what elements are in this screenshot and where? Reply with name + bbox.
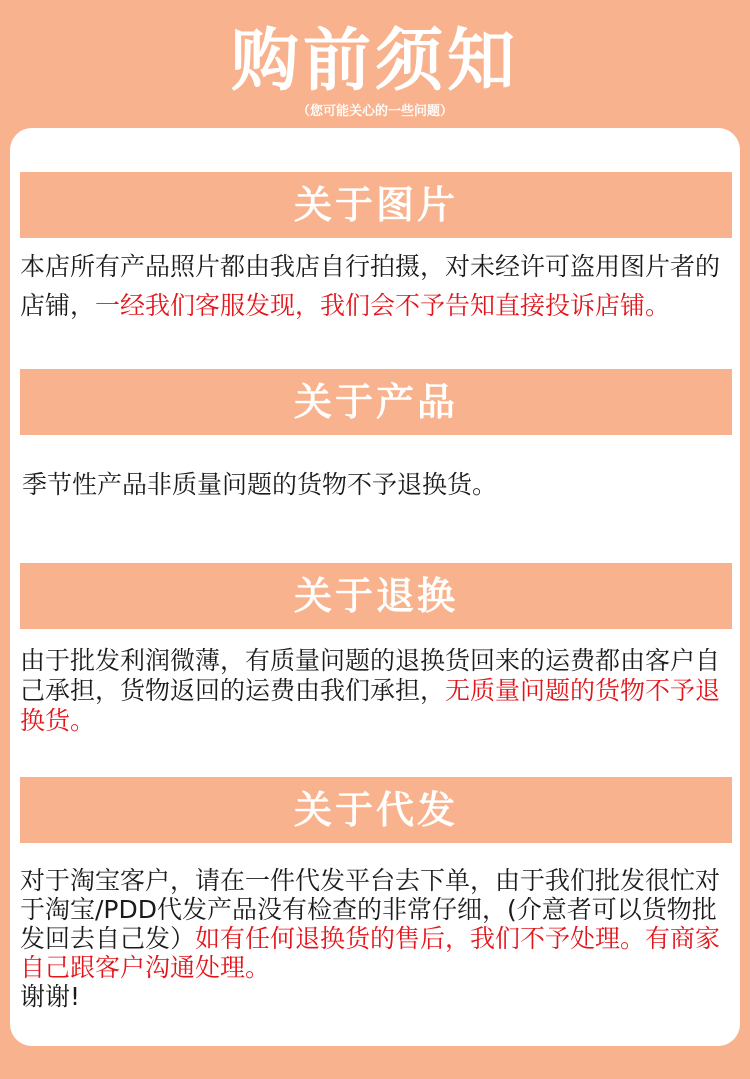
section-text: 对于淘宝客户，请在一件代发平台去下单，由于我们批发很忙对于淘宝/PDD代发产品没有检查的非常仔细，(介意者可以货物批发回去自己发） <box>20 866 721 953</box>
section-highlight: 无质量问题的货物不予退换货。 <box>20 676 721 735</box>
section-text-images <box>20 247 740 325</box>
section-text-dropshipping <box>20 866 740 1011</box>
page-title: 购前须知 <box>230 22 519 101</box>
page-subtitle: （您可能关心的一些问题） <box>296 104 453 119</box>
section-heading-dropshipping: 关于代发 <box>20 777 732 843</box>
section-highlight: 一经我们客服发现，我们会不予告知直接投诉店铺。 <box>95 291 671 320</box>
section-text: 由于批发利润微薄，有质量问题的退换货回来的运费都由客户自己承担，货物返回的运费由我们承担， <box>20 646 721 705</box>
section-text-returns <box>20 646 740 736</box>
section-tail: 谢谢! <box>20 982 81 1011</box>
section-heading-images: 关于图片 <box>20 172 732 238</box>
section-text-products <box>22 468 742 502</box>
section-heading-products: 关于产品 <box>20 369 732 435</box>
section-heading-returns: 关于退换 <box>20 563 732 629</box>
section-text: 本店所有产品照片都由我店自行拍摄，对未经许可盗用图片者的店铺， <box>20 252 721 320</box>
section-text: 季节性产品非质量问题的货物不予退换货。 <box>22 470 498 499</box>
section-highlight: 如有任何退换货的售后，我们不予处理。有商家自己跟客户沟通处理。 <box>20 924 721 982</box>
